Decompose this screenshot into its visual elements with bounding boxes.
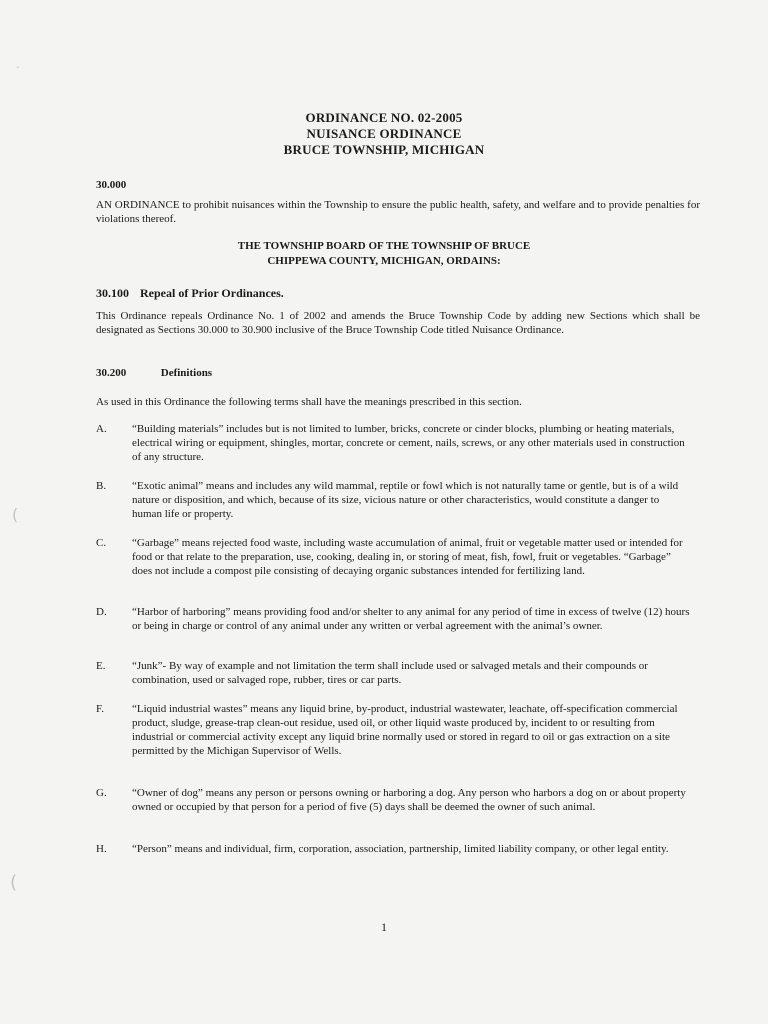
- section-number: 30.100: [96, 286, 129, 300]
- board-heading-line-2: CHIPPEWA COUNTY, MICHIGAN, ORDAINS:: [267, 255, 501, 267]
- definition-text: “Harbor of harboring” means providing food and/or shelter to any animal for any period of time in excess of twelve (12) hours or being in charge or control of any animal under any written or verbal agreement with the animal’s owner.: [132, 606, 690, 632]
- section-title: Definitions: [160, 367, 213, 379]
- definition-text: “Exotic animal” means and includes any wild mammal, reptile or fowl which is not naturally tame or gentle, but is of a wild nature or disposition, and which, because of its size, vicious nature or other characteristics, would constitute a danger to human life or property.: [132, 480, 679, 520]
- definitions-intro: As used in this Ordinance the following terms shall have the meanings prescribed in this section.: [96, 396, 522, 408]
- definition-letter: B.: [96, 480, 107, 492]
- definition-letter: A.: [96, 423, 107, 435]
- page-number: 1: [381, 920, 387, 934]
- scan-mark: (: [10, 872, 18, 893]
- section-number: 30.200: [96, 367, 127, 379]
- section-code: 30.000: [96, 179, 127, 191]
- scan-mark: -: [16, 62, 20, 73]
- section-title: Repeal of Prior Ordinances.: [140, 286, 284, 300]
- definition-letter: E.: [96, 660, 106, 672]
- board-heading-line-1: THE TOWNSHIP BOARD OF THE TOWNSHIP OF BRUCE: [237, 240, 531, 252]
- definition-letter: H.: [96, 843, 107, 855]
- definition-text: “Junk”- By way of example and not limitation the term shall include used or salvaged metals and their compounds or combination, used or salvaged rope, rubber, tires or car parts.: [132, 660, 648, 686]
- section-heading-definitions: [96, 367, 212, 379]
- definition-text: “Garbage” means rejected food waste, including waste accumulation of animal, fruit or vegetable matter used or intended for food or that relate to the preparation, use, cooking, dealing in, or storing of meat, fish, fowl, fruit or vegetables. “Garbage” does not include a compost pile consisting of decaying organic substances intended for fertilizing land.: [132, 537, 683, 577]
- repeal-paragraph: This Ordinance repeals Ordinance No. 1 of 2002 and amends the Bruce Township Code by adding new Sections which shall be designated as Sections 30.000 to 30.900 inclusive of the Bruce Township Code titled Nuisance Ordinance.: [96, 310, 700, 336]
- definition-letter: F.: [96, 703, 104, 715]
- section-heading-repeal: [96, 286, 284, 301]
- intro-paragraph: AN ORDINANCE to prohibit nuisances within the Township to ensure the public health, safety, and welfare and to provide penalties for violations thereof.: [96, 199, 700, 225]
- definition-text: “Building materials” includes but is not limited to lumber, bricks, concrete or cinder blocks, plumbing or heating materials, electrical wiring or equipment, shingles, mortar, concrete or cement, nails, screws, or any other materials used in construction of any structure.: [132, 423, 685, 463]
- definition-text: “Liquid industrial wastes” means any liquid brine, by-product, industrial wastewater, leachate, off-specification commercial product, sludge, grease-trap clean-out residue, used oil, or other liquid waste produced by, incident to or resulting from industrial or commercial activity except any liquid brine normally used or stored in regard to oil or gas extraction on a site permitted by the Michigan Supervisor of Wells.: [132, 703, 678, 757]
- township-heading: BRUCE TOWNSHIP, MICHIGAN: [283, 142, 485, 157]
- definition-letter: D.: [96, 606, 107, 618]
- scan-mark: (: [12, 505, 19, 524]
- definition-letter: G.: [96, 787, 107, 799]
- definition-text: “Person” means and individual, firm, corporation, association, partnership, limited liability company, or other legal entity.: [132, 843, 669, 855]
- ordinance-number-heading: ORDINANCE NO. 02-2005: [305, 110, 463, 125]
- definition-letter: C.: [96, 537, 107, 549]
- definition-text: “Owner of dog” means any person or persons owning or harboring a dog. Any person who harbors a dog on or about property owned or occupied by that person for a period of five (5) days shall be deemed the owner of such animal.: [132, 787, 686, 813]
- ordinance-name-heading: NUISANCE ORDINANCE: [306, 126, 462, 141]
